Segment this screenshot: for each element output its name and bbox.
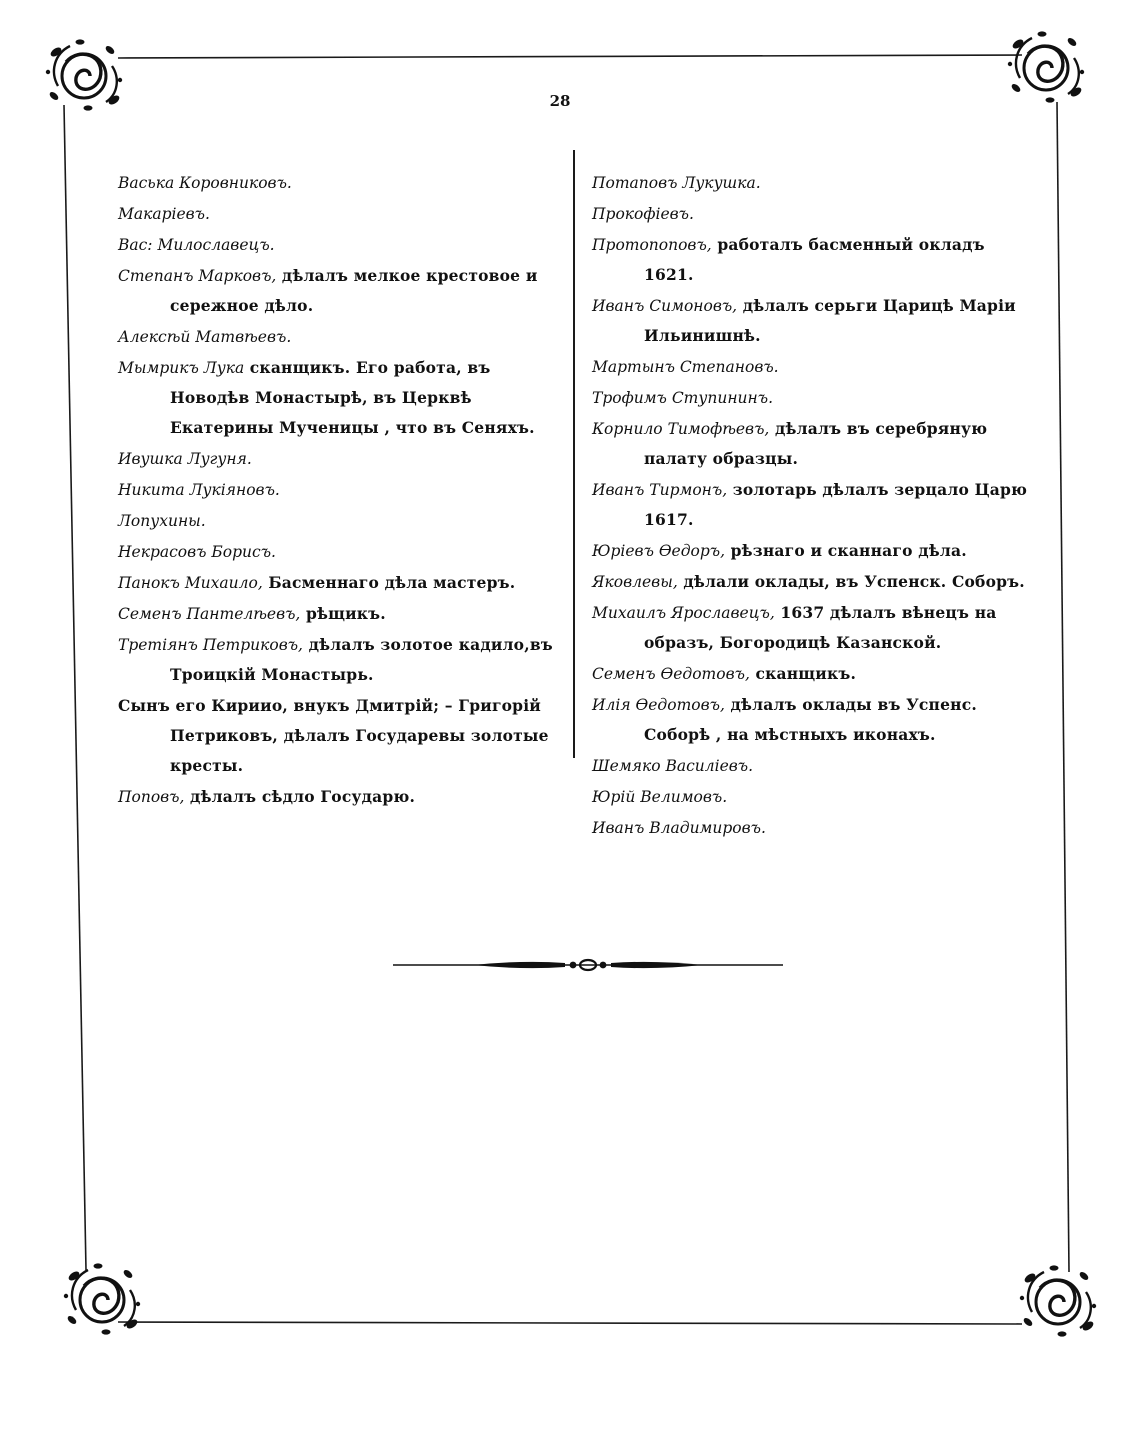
- entry-name: Иванъ Владимировъ.: [592, 819, 766, 837]
- entry-name: Васька Коровниковъ.: [118, 174, 292, 192]
- entry-description: дѣлалъ мелкое крестовое и сережное дѣло.: [170, 266, 538, 315]
- entry-name: Иванъ Тирмонъ,: [592, 481, 728, 499]
- entry-name: Ивушка Лугуня.: [118, 450, 252, 468]
- list-entry: [118, 199, 556, 229]
- tail-ornament: [393, 954, 783, 976]
- list-entry: [118, 261, 556, 321]
- list-entry: [592, 230, 1032, 290]
- entry-name: Трофимъ Ступининъ.: [592, 389, 773, 407]
- corner-ornament-top-left: [46, 39, 122, 110]
- entry-description: дѣлали оклады, въ Успенск. Соборъ.: [677, 572, 1025, 591]
- list-entry: [592, 414, 1032, 474]
- entry-name: Юрій Велимовъ.: [592, 788, 728, 806]
- corner-ornament-top-right: [1008, 31, 1084, 102]
- entry-name: Мартынъ Степановъ.: [592, 358, 779, 376]
- entry-description: дѣлалъ золотое кадило,въ Троицкій Монастырь.: [170, 635, 553, 684]
- list-entry: [592, 567, 1032, 597]
- entry-description: рѣщикъ.: [300, 604, 386, 623]
- list-entry: [592, 352, 1032, 382]
- list-entry: [118, 353, 556, 443]
- list-entry: [592, 291, 1032, 351]
- entry-name: Юріевъ Ѳедоръ,: [592, 542, 726, 560]
- list-entry: [592, 751, 1032, 781]
- list-entry: [592, 813, 1032, 843]
- list-entry: [118, 537, 556, 567]
- right-border-line: [1057, 102, 1069, 1272]
- list-entry: [592, 659, 1032, 689]
- bottom-border-line: [118, 1322, 1022, 1324]
- list-entry: [118, 599, 556, 629]
- entry-name: Лопухины.: [118, 512, 206, 530]
- list-entry: [118, 322, 556, 352]
- entry-name: Вас: Милославецъ.: [118, 236, 275, 254]
- right-column: [592, 168, 1032, 844]
- list-entry: [592, 168, 1032, 198]
- entry-name: Никита Лукіяновъ.: [118, 481, 280, 499]
- left-border-line: [64, 105, 86, 1270]
- entry-description: Сынъ его Кириио, внукъ Дмитрій; – Григорій Петриковъ, дѣлалъ Государевы золотые кресты.: [118, 696, 549, 775]
- list-entry: [592, 598, 1032, 658]
- list-entry: [118, 506, 556, 536]
- list-entry: [118, 444, 556, 474]
- entry-name: Макаріевъ.: [118, 205, 210, 223]
- entry-description: Басменнаго дѣла мастеръ.: [262, 573, 516, 592]
- entry-description: работалъ басменный окладъ 1621.: [644, 235, 985, 284]
- page-number: 28: [549, 92, 571, 110]
- left-column: [118, 168, 556, 813]
- list-entry: [592, 536, 1032, 566]
- list-entry: [592, 199, 1032, 229]
- entry-name: Потаповъ Лукушка.: [592, 174, 761, 192]
- entry-name: Прокофіевъ.: [592, 205, 694, 223]
- entry-description: дѣлалъ серьги Царицѣ Маріи Ильинишнѣ.: [644, 296, 1016, 345]
- entry-name: Яковлевы,: [592, 573, 678, 591]
- top-border-line: [118, 55, 1022, 58]
- entry-name: Панокъ Михаило,: [118, 574, 263, 592]
- list-entry: [118, 691, 556, 781]
- list-entry: [592, 383, 1032, 413]
- list-entry: [118, 782, 556, 812]
- corner-ornament-bottom-right: [1020, 1265, 1096, 1336]
- entry-name: Семенъ Пантелѣевъ,: [118, 605, 301, 623]
- list-entry: [592, 690, 1032, 750]
- entry-name: Мымрикъ Лука: [118, 359, 245, 377]
- entry-name: Илія Ѳедотовъ,: [592, 696, 725, 714]
- entry-name: Некрасовъ Борисъ.: [118, 543, 276, 561]
- entry-description: рѣзнаго и сканнаго дѣла.: [725, 541, 967, 560]
- entry-description: сканщикъ.: [749, 664, 857, 683]
- entry-name: Семенъ Ѳедотовъ,: [592, 665, 750, 683]
- entry-name: Протопоповъ,: [592, 236, 712, 254]
- entry-description: дѣлалъ оклады въ Успенс. Соборѣ , на мѣстныхъ иконахъ.: [644, 695, 977, 744]
- entry-description: 1637 дѣлалъ вѣнецъ на образъ, Богородицѣ Казанской.: [644, 603, 997, 652]
- list-entry: [118, 630, 556, 690]
- entry-description: дѣлалъ въ серебряную палату образцы.: [644, 419, 988, 468]
- column-divider: [573, 150, 575, 758]
- entry-name: Иванъ Симоновъ,: [592, 297, 738, 315]
- entry-name: Степанъ Марковъ,: [118, 267, 277, 285]
- list-entry: [118, 168, 556, 198]
- entry-name: Третіянъ Петриковъ,: [118, 636, 303, 654]
- entry-name: Поповъ,: [118, 788, 185, 806]
- list-entry: [118, 568, 556, 598]
- entry-description: золотарь дѣлалъ зерцало Царю 1617.: [644, 480, 1028, 529]
- entry-description: сканщикъ. Его работа, въ Новодѣв Монастырѣ, въ Церквѣ Екатерины Мученицы , что въ Сеняхъ.: [170, 358, 535, 437]
- list-entry: [118, 230, 556, 260]
- list-entry: [118, 475, 556, 505]
- list-entry: [592, 475, 1032, 535]
- entry-name: Корнило Тимофѣевъ,: [592, 420, 770, 438]
- entry-name: Михаилъ Ярославецъ,: [592, 604, 775, 622]
- list-entry: [592, 782, 1032, 812]
- entry-name: Шемяко Василіевъ.: [592, 757, 754, 775]
- entry-name: Алексѣй Матвѣевъ.: [118, 328, 292, 346]
- corner-ornament-bottom-left: [64, 1263, 140, 1334]
- entry-description: дѣлалъ сѣдло Государю.: [184, 787, 416, 806]
